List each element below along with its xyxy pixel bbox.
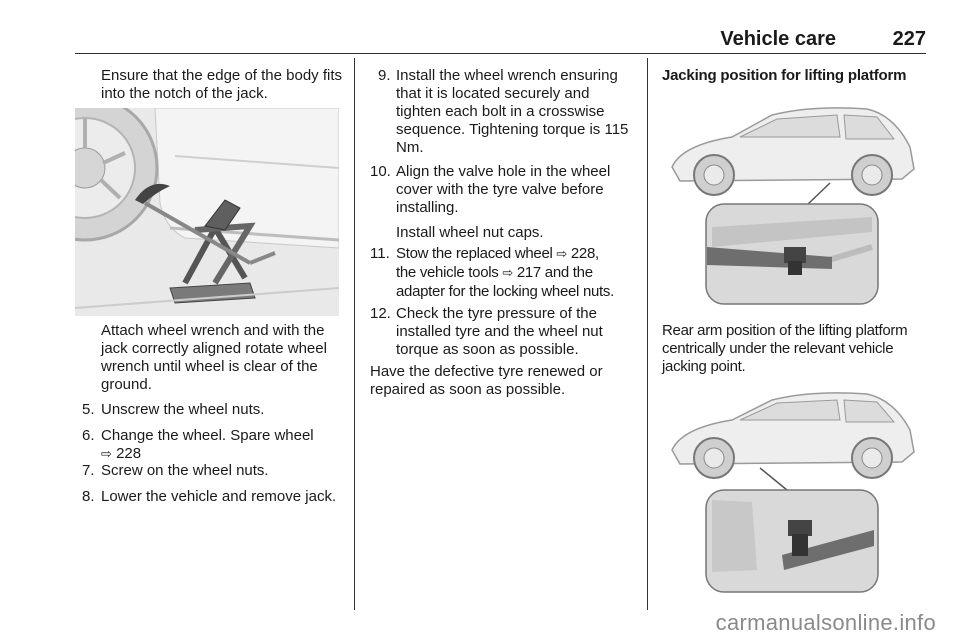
section-title: Vehicle care <box>720 28 836 50</box>
page-ref-link[interactable]: 228 <box>116 445 142 462</box>
header-rule <box>75 53 926 54</box>
attach-wrench-text: Attach wheel wrench and with the jack correctly aligned rotate wheel wrench until wheel is clear of the ground. <box>101 322 327 393</box>
step-number: 11. <box>370 245 390 262</box>
step-text: the vehicle tools <box>396 264 499 281</box>
column-divider-2 <box>647 58 648 610</box>
step-text: Change the wheel. Spare wheel <box>101 427 314 444</box>
list-item <box>370 305 638 359</box>
step-number: 8. <box>82 488 95 505</box>
step-number: 12. <box>370 305 391 322</box>
step-text: Lower the vehicle and remove jack. <box>101 488 337 505</box>
page-ref-link[interactable]: 217 and the <box>516 264 593 281</box>
list-item <box>370 67 638 157</box>
watermark: carmanualsonline.info <box>715 610 936 635</box>
jack-illustration <box>75 108 339 316</box>
column-divider-1 <box>354 58 355 610</box>
page-header <box>75 28 926 52</box>
step-text: Check the tyre pressure of the installed tyre and the wheel nut torque as soon as possible. <box>396 305 603 358</box>
list-item <box>82 427 346 464</box>
list-item <box>370 245 640 301</box>
list-item <box>82 462 346 480</box>
step-number: 10. <box>370 163 391 180</box>
list-item <box>82 401 346 419</box>
step-number: 7. <box>82 462 95 479</box>
lifting-platform-illustration-2 <box>662 390 926 600</box>
step-extra-text: Install wheel nut caps. <box>396 224 544 241</box>
step-text: Align the valve hole in the wheel cover with the tyre valve before installing. <box>396 163 611 216</box>
lifting-platform-illustration-1 <box>662 97 926 307</box>
step-number: 5. <box>82 401 95 418</box>
closing-text: Have the defective tyre renewed or repaired as soon as possible. <box>370 363 603 398</box>
step-text: Screw on the wheel nuts. <box>101 462 269 479</box>
step-number: 6. <box>82 427 95 444</box>
intro-text: Ensure that the edge of the body fits into the notch of the jack. <box>101 67 342 102</box>
step-text: adapter for the locking wheel nuts. <box>396 283 614 300</box>
caption-text: Rear arm position of the lifting platform centrically under the relevant vehicle jacking point. <box>662 322 908 375</box>
step-number: 9. <box>378 67 391 84</box>
list-item <box>82 488 346 506</box>
page-ref-arrow-icon: ⇨ <box>101 447 112 462</box>
page-number: 227 <box>892 28 926 50</box>
step-text: Install the wheel wrench ensuring that it is located securely and tighten each bolt in a crosswise sequence. Tightening torque is 115 Nm. <box>396 67 629 156</box>
step-text: Stow the replaced wheel <box>396 245 553 262</box>
page-ref-arrow-icon: ⇨ <box>502 266 513 281</box>
page-ref-arrow-icon: ⇨ <box>556 247 568 262</box>
step-text: Unscrew the wheel nuts. <box>101 401 265 418</box>
list-item <box>370 163 638 242</box>
page-ref-link[interactable]: 228, <box>570 245 599 262</box>
section-heading: Jacking position for lifting platform <box>662 67 907 84</box>
